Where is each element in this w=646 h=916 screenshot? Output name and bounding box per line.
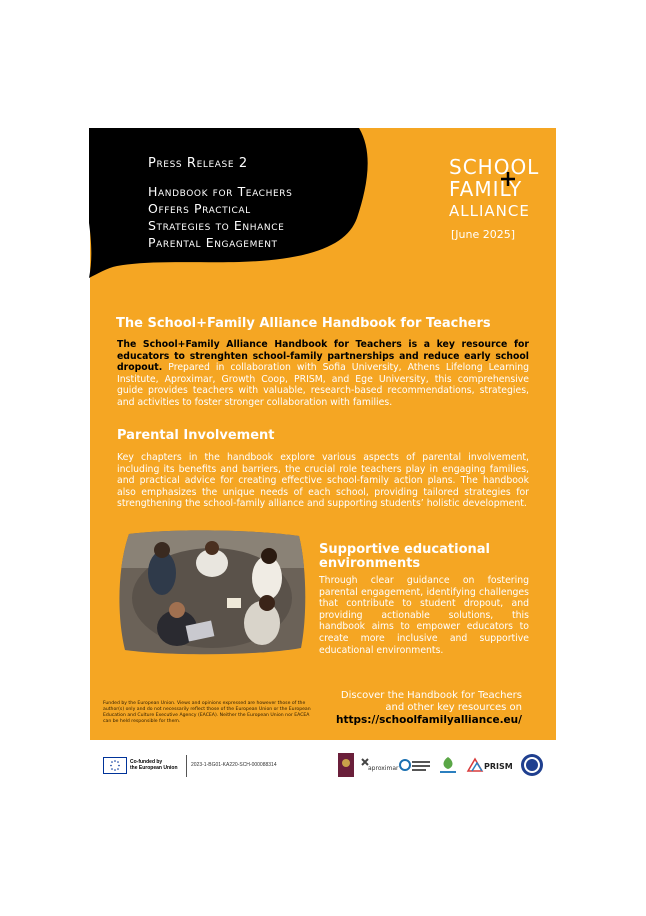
teachers-parents-meeting-photo (117, 528, 307, 656)
section1-heading: The School+Family Alliance Handbook for Teachers (116, 316, 491, 331)
footer-divider (186, 755, 187, 777)
section1-paragraph (117, 339, 529, 409)
athens-lifelong-learning-logo (398, 753, 432, 777)
eu-line2: the European Union (130, 764, 178, 771)
sofia-university-logo (338, 753, 354, 777)
section2-heading: Parental Involvement (117, 428, 275, 443)
eu-flag-icon (103, 757, 127, 774)
growth-coop-logo (436, 753, 460, 777)
eu-cofunded-logo (103, 757, 183, 774)
headline: Handbook for Teachers Offers Practical Strategies to Enhance Parental Engagement (148, 184, 293, 250)
section3-heading: Supportive educational environments (319, 542, 490, 571)
logo-line1: SCHOOL (449, 155, 540, 179)
logo-line2: FAMILY (449, 177, 523, 201)
aproximar-logo (358, 753, 399, 777)
discover-line2: and other key resources on (385, 702, 522, 713)
eu-line1: Co-funded by (130, 759, 163, 765)
funding-disclaimer: Funded by the European Union. Views and opinions expressed are however those of the author(s) only and do not necessarily reflect those of the European Union or the European Education and Culture Executive Agency (EACEA). Neither the European Union nor EACEA can be held responsible for them. (103, 701, 311, 724)
section3-paragraph: Through clear guidance on fostering parental engagement, identifying challenges that contribute to student dropout, and providing actionable solutions, this handbook aims to empower educators to create more inclusive and supportive educational environments. (319, 575, 529, 656)
discover-block (330, 690, 522, 726)
release-date: [June 2025] (451, 228, 516, 241)
logo-line3: ALLIANCE (449, 202, 530, 220)
section2-paragraph: Key chapters in the handbook explore various aspects of parental involvement, including its benefits and barriers, the crucial role teachers play in engaging families, and practical advice for creating effective school-family action plans. The handbook also emphasizes the unique needs of each school, providing tailored strategies for strengthening the school-family alliance and supporting students’ holistic development. (117, 452, 529, 510)
aproximar-label: aproximar (368, 765, 399, 772)
section1-body: Prepared in collaboration with Sofia University, Athens Lifelong Learning Institute, Aproximar, Growth Coop, PRISM, and Ege University, this comprehensive guide provides teachers with valuable, research-based recommendations, strategies, and activities to foster stronger collaboration with families. (117, 362, 529, 408)
prism-logo (466, 753, 514, 777)
section1-bold-text: The School+Family Alliance Handbook for Teachers is a key resource for educators to strenghten school-family partnerships and reduce early school dropout. (117, 339, 529, 374)
discover-line1: Discover the Handbook for Teachers (340, 690, 522, 701)
school-family-alliance-logo (447, 154, 547, 222)
press-release-title-block (148, 156, 358, 251)
website-link[interactable]: https://schoolfamilyalliance.eu/ (336, 714, 522, 726)
prism-label: PRISM (484, 762, 513, 771)
ege-university-logo (520, 753, 544, 777)
project-id: 2023-1-BG01-KA220-SCH-000088314 (191, 762, 277, 768)
press-release-number: Press Release 2 (148, 156, 248, 171)
